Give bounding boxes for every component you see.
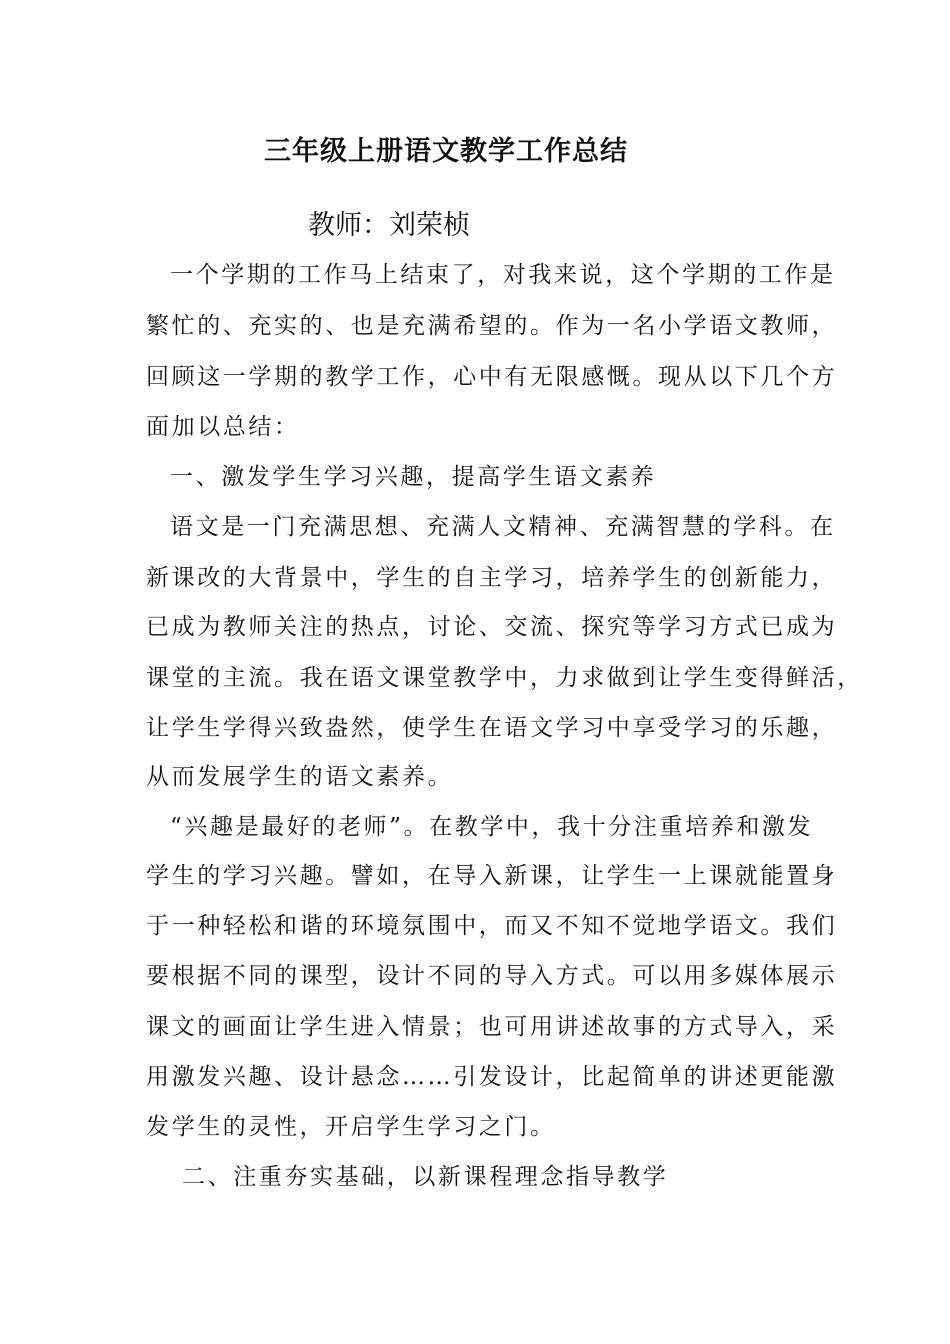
section-heading: 二、注重夯实基础，以新课程理念指导教学 bbox=[182, 1164, 669, 1190]
paragraph-line: “兴趣是最好的老师”。在教学中，我十分注重培养和激发 bbox=[170, 814, 814, 840]
paragraph-line: 语文是一门充满思想、充满人文精神、充满智慧的学科。在 bbox=[170, 514, 836, 540]
paragraph-line: 课堂的主流。我在语文课堂教学中，力求做到让学生变得鲜活， bbox=[146, 665, 863, 691]
paragraph-line: 学生的学习兴趣。譬如，在导入新课，让学生一上课就能置身 bbox=[146, 863, 838, 889]
paragraph-line: 一个学期的工作马上结束了，对我来说，这个学期的工作是 bbox=[170, 262, 836, 288]
paragraph-line: 新课改的大背景中，学生的自主学习，培养学生的创新能力， bbox=[146, 565, 838, 591]
paragraph-line: 已成为教师关注的热点，讨论、交流、探究等学习方式已成为 bbox=[146, 614, 838, 640]
section-heading: 一、激发学生学习兴趣，提高学生语文素养 bbox=[170, 464, 657, 490]
paragraph-line: 要根据不同的课型，设计不同的导入方式。可以用多媒体展示 bbox=[146, 963, 838, 989]
paragraph-line: 于一种轻松和谐的环境氛围中，而又不知不觉地学语文。我们 bbox=[146, 913, 838, 939]
paragraph-line: 发学生的灵性，开启学生学习之门。 bbox=[146, 1114, 556, 1140]
paragraph-line: 从而发展学生的语文素养。 bbox=[146, 764, 454, 790]
paragraph-line: 面加以总结： bbox=[146, 414, 300, 440]
paragraph-line: 繁忙的、充实的、也是充满希望的。作为一名小学语文教师， bbox=[146, 313, 838, 339]
paragraph-line: 让学生学得兴致盎然，使学生在语文学习中享受学习的乐趣， bbox=[146, 715, 838, 741]
paragraph-line: 用激发兴趣、设计悬念……引发设计，比起简单的讲述更能激 bbox=[146, 1064, 838, 1090]
document-title: 三年级上册语文教学工作总结 bbox=[264, 136, 628, 167]
paragraph-line: 回顾这一学期的教学工作，心中有无限感慨。现从以下几个方 bbox=[146, 364, 838, 390]
paragraph-line: 课文的画面让学生进入情景；也可用讲述故事的方式导入，采 bbox=[146, 1014, 838, 1040]
author-line: 教师：刘荣桢 bbox=[308, 210, 470, 241]
